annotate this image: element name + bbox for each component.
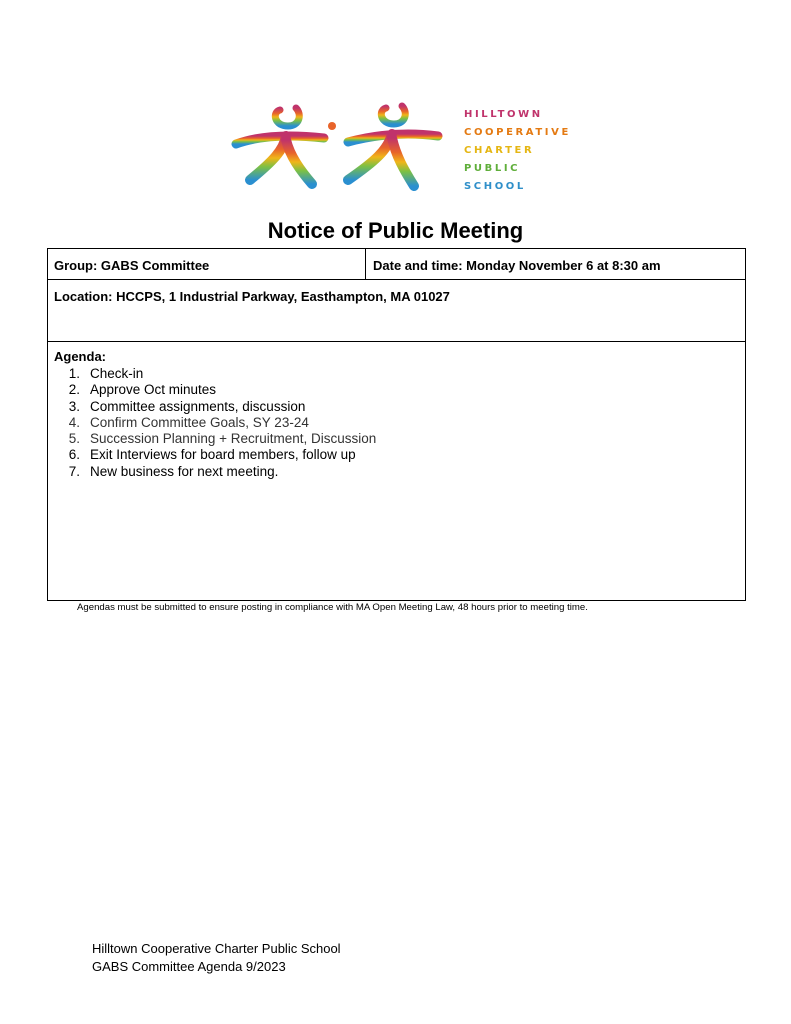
column-divider [365,249,366,280]
page-title: Notice of Public Meeting [267,218,524,243]
agenda-item-number: 7. [68,463,80,479]
agenda-item [48,431,376,447]
agenda-item [48,382,376,398]
two-figures-logo-icon [228,100,448,192]
location-row [48,280,745,342]
agenda-label: Agenda: [54,349,106,364]
agenda-item-text: Committee assignments, discussion [90,398,306,414]
agenda-item-number: 4. [68,414,80,430]
logo-line-3: CHARTER [464,145,535,156]
agenda-item-text: Exit Interviews for board members, follow up [90,447,356,463]
agenda-item-number: 6. [68,447,80,463]
footer-agenda-ref: GABS Committee Agenda 9/2023 [92,959,286,974]
agenda-item-number: 5. [68,431,80,447]
logo-line-2: COOPERATIVE [464,127,571,138]
open-meeting-law-note: Agendas must be submitted to ensure posting in compliance with MA Open Meeting Law, 48 hours prior to meeting time. [77,602,588,613]
agenda-item-text: Approve Oct minutes [90,382,217,398]
school-logo [228,100,571,192]
agenda-item-text: Check-in [90,366,144,381]
agenda-item [48,447,376,463]
logo-line-4: PUBLIC [464,163,521,174]
agenda-item-number: 3. [68,398,80,414]
date-time-field: Date and time: Monday November 6 at 8:30 am [373,258,661,273]
agenda-item [48,366,376,382]
footer-school-name: Hilltown Cooperative Charter Public School [92,941,341,956]
agenda-section [48,342,745,600]
logo-wordmark [464,106,574,196]
meeting-info-table [47,248,746,601]
location-field: Location: HCCPS, 1 Industrial Parkway, Easthampton, MA 01027 [54,289,450,304]
agenda-list [48,366,376,480]
agenda-item [48,464,376,480]
agenda-item-number: 2. [68,382,80,398]
agenda-item [48,399,376,415]
logo-line-1: HILLTOWN [464,109,543,120]
header-row [48,249,745,280]
agenda-item-number: 1. [68,366,80,381]
agenda-item [48,415,376,431]
logo-line-5: SCHOOL [464,181,526,192]
agenda-item-text: Confirm Committee Goals, SY 23-24 [90,414,309,430]
agenda-item-text: New business for next meeting. [90,463,279,479]
agenda-item-text: Succession Planning + Recruitment, Discussion [90,431,377,447]
page-footer [92,940,341,976]
group-field: Group: GABS Committee [54,258,210,273]
